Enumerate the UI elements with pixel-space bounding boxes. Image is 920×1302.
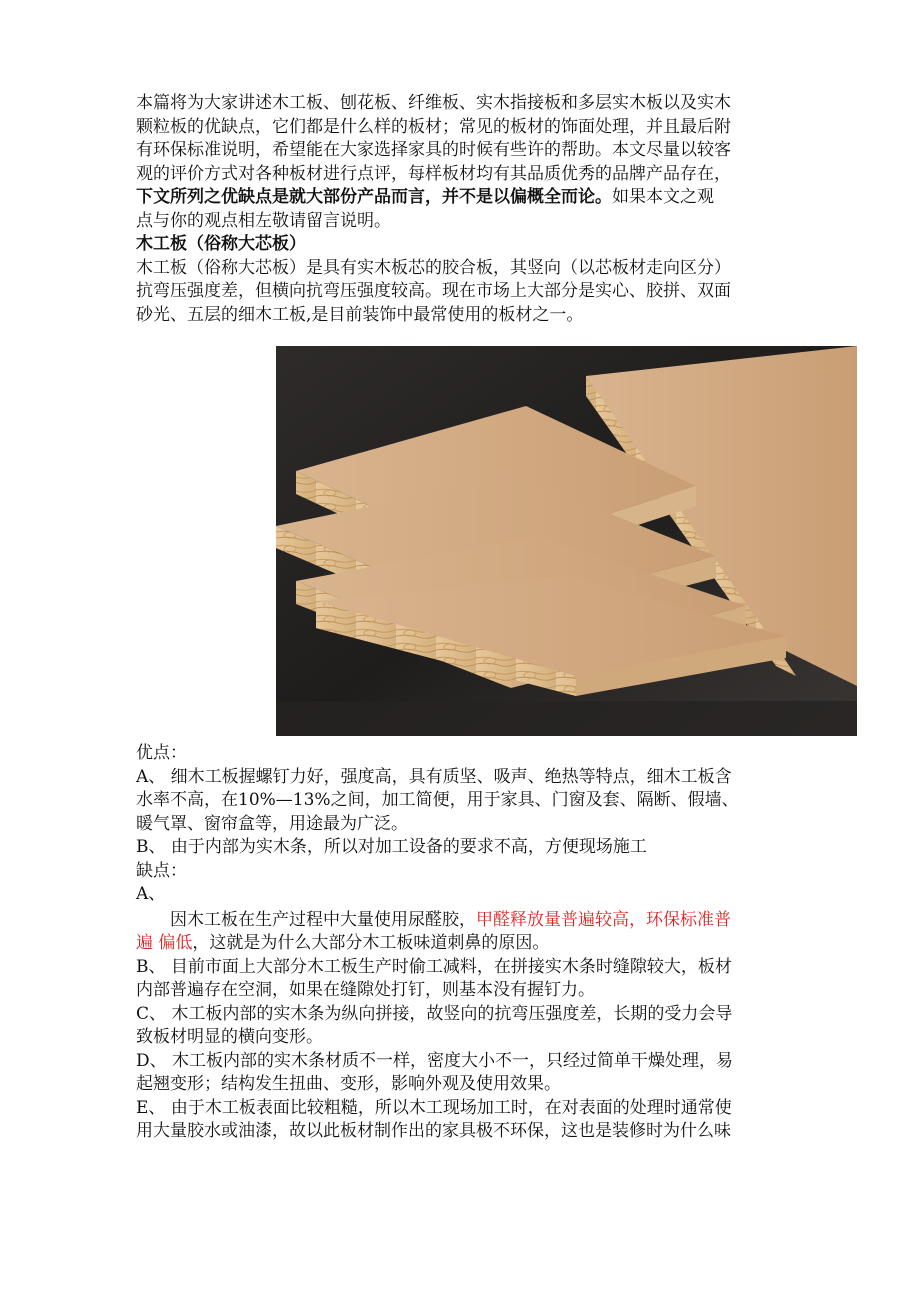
intro-line: 点与你的观点相左敬请留言说明。 (136, 210, 391, 231)
intro-block (136, 92, 786, 327)
intro-after-bold: 如果本文之观 (612, 187, 714, 207)
cons-e-line: E、 由于木工板表面比较粗糙，所以木工现场加工时，在对表面的处理时通常使 (136, 1097, 732, 1118)
cons-title: 缺点： (136, 860, 187, 881)
wood-boards-photo (276, 346, 857, 736)
section-desc-line: 抗弯压强度差，但横向抗弯压强度较高。现在市场上大部分是实心、胶拼、双面 (136, 281, 731, 301)
pros-title: 优点： (136, 743, 187, 763)
intro-line: 有环保标准说明，希望能在大家选择家具的时候有些许的帮助。本文尽量以较客 (136, 140, 731, 160)
intro-bold-text: 下文所列之优缺点是就大部份产品而言，并不是以偏概全而论。 (136, 187, 612, 207)
cons-a-text-1: 因木工板在生产过程中大量使用尿醛胶， (170, 909, 476, 930)
pros-a-line: 水率不高，在10%—13%之间，加工简便，用于家具、门窗及套、隔断、假墙、 (136, 790, 739, 810)
cons-b-line: 内部普遍存在空洞，如果在缝隙处打钉，则基本没有握钉力。 (136, 980, 595, 1000)
stacked-wood-boards-icon (276, 346, 857, 736)
pros-b-line: B、 由于内部为实木条，所以对加工设备的要求不高，方便现场施工 (136, 837, 647, 857)
pros-a-line: A、 细木工板握螺钉力好，强度高，具有质坚、吸声、绝热等特点，细木工板含 (136, 766, 732, 787)
cons-a-red-1: 甲醛释放量普遍较高，环保标准普 (476, 909, 731, 930)
intro-bold-line (136, 186, 786, 210)
intro-line: 颗粒板的优缺点，它们都是什么样的板材；常见的板材的饰面处理，并且最后附 (136, 116, 731, 137)
cons-d-line: 起翘变形；结构发生扭曲、变形，影响外观及使用效果。 (136, 1074, 561, 1094)
cons-a-text-2: ，这就是为什么大部分木工板味道刺鼻的原因。 (192, 933, 550, 953)
section-desc-line: 木工板（俗称大芯板）是具有实木板芯的胶合板，其竖向（以芯板材走向区分） (136, 257, 731, 278)
cons-d-line: D、 木工板内部的实木条材质不一样，密度大小不一，只经过简单干燥处理，易 (136, 1050, 734, 1071)
intro-line: 本篇将为大家讲述木工板、刨花板、纤维板、实木指接板和多层实木板以及实木 (136, 93, 731, 113)
section-desc-line: 砂光、五层的细木工板,是目前装饰中最常使用的板材之一。 (136, 304, 584, 325)
cons-a-red-2: 遍 偏低 (136, 933, 193, 953)
pros-cons-block (136, 742, 796, 1144)
cons-c-line: 致板材明显的横向变形。 (136, 1027, 323, 1047)
section-title: 木工板（俗称大芯板） (136, 234, 306, 254)
cons-c-line: C、 木工板内部的实木条为纵向拼接，故竖向的抗弯压强度差，长期的受力会导 (136, 1003, 733, 1024)
cons-e-line: 用大量胶水或油漆，故以此板材制作出的家具极不环保，这也是装修时为什么味 (136, 1121, 731, 1141)
cons-a-line-2 (136, 932, 796, 956)
pros-a-line: 暖气罩、窗帘盒等，用途最为广泛。 (136, 813, 408, 834)
cons-b-line: B、 目前市面上大部分木工板生产时偷工减料，在拼接实木条时缝隙较大，板材 (136, 956, 732, 977)
cons-a-label: A、 (136, 884, 166, 904)
cons-a-line-1 (136, 909, 796, 933)
intro-line: 观的评价方式对各种板材进行点评，每样板材均有其品质优秀的品牌产品存在， (136, 163, 731, 184)
